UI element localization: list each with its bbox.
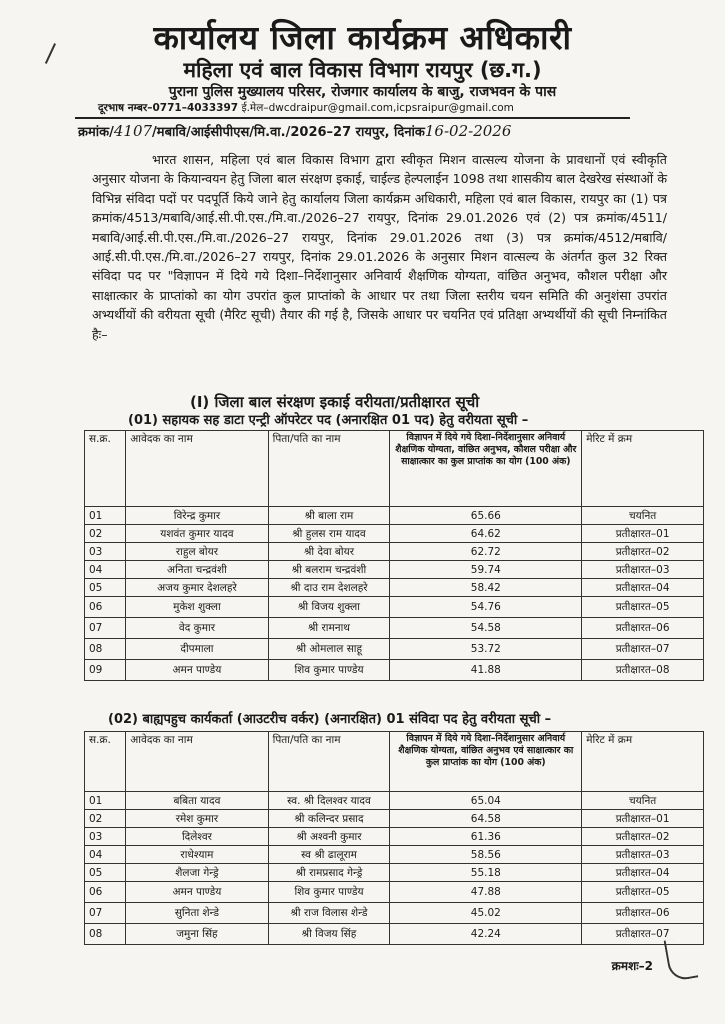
cell-applicant: दीपमाला — [126, 639, 268, 660]
cell-applicant: अनिता चन्द्रवंशी — [126, 561, 268, 579]
cell-total-marks: 45.02 — [390, 903, 582, 924]
cell-merit-rank: प्रतीक्षारत–01 — [582, 810, 704, 828]
table-row — [85, 525, 704, 543]
cell-applicant: शैलजा गेन्ड्रे — [126, 864, 268, 882]
cell-merit-rank: प्रतीक्षारत–06 — [582, 903, 704, 924]
table-row — [85, 903, 704, 924]
col-total-marks: विज्ञापन में दिये गये दिशा–निर्देशानुसार अनिवार्य शैक्षणिक योग्यता, वांछित अनुभव, कौशल परीक्षा और साक्षात्कार का कुल प्राप्तांक का योग (100 अंक) — [390, 431, 582, 507]
cell-sno: 09 — [85, 660, 126, 681]
cell-merit-rank: प्रतीक्षारत–02 — [582, 543, 704, 561]
office-title: कार्यालय जिला कार्यक्रम अधिकारी — [153, 18, 572, 57]
cell-sno: 07 — [85, 903, 126, 924]
cell-merit-rank: प्रतीक्षारत–04 — [582, 864, 704, 882]
cell-father-husband: स्व. श्री दिलश्वर यादव — [268, 792, 390, 810]
cell-father-husband: श्री कलिन्दर प्रसाद — [268, 810, 390, 828]
cell-father-husband: श्री ओमलाल साहू — [268, 639, 390, 660]
cell-father-husband: स्व श्री ढालूराम — [268, 846, 390, 864]
cell-father-husband: श्री विजय शुक्ला — [268, 597, 390, 618]
cell-merit-rank: प्रतीक्षारत–05 — [582, 882, 704, 903]
section-title: (I) जिला बाल संरक्षण इकाई वरीयता/प्रतीक्षारत सूची — [190, 393, 480, 411]
cell-applicant: राधेश्याम — [126, 846, 268, 864]
col-merit-rank: मेरिट में क्रम — [582, 732, 704, 792]
reference-date: 16-02-2026 — [424, 122, 512, 140]
contact-line — [98, 101, 514, 115]
cell-merit-rank: प्रतीक्षारत–03 — [582, 846, 704, 864]
table-row — [85, 507, 704, 525]
table-row — [85, 660, 704, 681]
table-row — [85, 864, 704, 882]
cell-applicant: अमन पाण्डेय — [126, 882, 268, 903]
reference-prefix: क्रमांक/ — [78, 125, 114, 140]
merit-table-2 — [84, 731, 704, 945]
table1-title: (01) सहायक सह डाटा एन्ट्री ऑपरेटर पद (अनारक्षित 01 पद) हेतु वरीयता सूची – — [128, 413, 529, 428]
cell-father-husband: श्री देवा बोयर — [268, 543, 390, 561]
table-row — [85, 639, 704, 660]
cell-applicant: यशवंत कुमार यादव — [126, 525, 268, 543]
cell-father-husband: श्री रामप्रसाद गेन्ड्रे — [268, 864, 390, 882]
reference-suffix: /मबावि/आईसीपीएस/मि.वा./2026–27 रायपुर, दिनांक — [152, 125, 425, 140]
cell-applicant: राहुल बोयर — [126, 543, 268, 561]
table2-title: (02) बाह्यपहुच कार्यकर्ता (आउटरीच वर्कर) (अनारक्षित) 01 संविदा पद हेतु वरीयता सूची – — [108, 712, 552, 727]
cell-total-marks: 54.76 — [390, 597, 582, 618]
cell-applicant: बबिता यादव — [126, 792, 268, 810]
table-row — [85, 543, 704, 561]
cell-father-husband: शिव कुमार पाण्डेय — [268, 882, 390, 903]
cell-sno: 05 — [85, 864, 126, 882]
table-row — [85, 792, 704, 810]
cell-sno: 03 — [85, 828, 126, 846]
cell-total-marks: 47.88 — [390, 882, 582, 903]
cell-sno: 01 — [85, 507, 126, 525]
cell-merit-rank: प्रतीक्षारत–06 — [582, 618, 704, 639]
cell-father-husband: श्री बलराम चन्द्रवंशी — [268, 561, 390, 579]
table-row — [85, 846, 704, 864]
cell-sno: 08 — [85, 639, 126, 660]
col-merit-rank: मेरिट में क्रम — [582, 431, 704, 507]
cell-father-husband: श्री रामनाथ — [268, 618, 390, 639]
cell-merit-rank: प्रतीक्षारत–08 — [582, 660, 704, 681]
cell-sno: 06 — [85, 597, 126, 618]
cell-total-marks: 59.74 — [390, 561, 582, 579]
cell-sno: 07 — [85, 618, 126, 639]
cell-sno: 01 — [85, 792, 126, 810]
cell-total-marks: 54.58 — [390, 618, 582, 639]
col-total-marks: विज्ञापन में दिये गये दिशा–निर्देशानुसार अनिवार्य शैक्षणिक योग्यता, वांछित अनुभव एवं साक्षात्कार का कुल प्राप्तांक का योग (100 अंक) — [390, 732, 582, 792]
cell-sno: 08 — [85, 924, 126, 945]
cell-total-marks: 55.18 — [390, 864, 582, 882]
header-divider — [75, 117, 630, 119]
cell-total-marks: 58.56 — [390, 846, 582, 864]
cell-merit-rank: प्रतीक्षारत–02 — [582, 828, 704, 846]
cell-total-marks: 61.36 — [390, 828, 582, 846]
office-address: पुराना पुलिस मुख्यालय परिसर, रोजगार कार्यालय के बाजु, राजभवन के पास — [168, 84, 557, 100]
cell-father-husband: श्री अश्वनी कुमार — [268, 828, 390, 846]
table-row — [85, 618, 704, 639]
cell-merit-rank: प्रतीक्षारत–04 — [582, 579, 704, 597]
cell-father-husband: श्री हुलस राम यादव — [268, 525, 390, 543]
cell-merit-rank: चयनित — [582, 792, 704, 810]
col-sno: स.क्र. — [85, 732, 126, 792]
cell-total-marks: 53.72 — [390, 639, 582, 660]
body-paragraph: भारत शासन, महिला एवं बाल विकास विभाग द्वारा स्वीकृत मिशन वात्सल्य योजना के प्रावधानों एवं स्वीकृति अनुसार योजना के कियान्वयन हेतु जिला बाल संरक्षण इकाई, चाईल्ड हेल्पलाईन 1098 तथा शासकीय बाल देखरेख संस्थाओं के विभिन्न संविदा पदों पर पदपूर्ति किये जाने हेतु कार्यालय जिला कार्यक्रम अधिकारी, महिला एवं बाल विकास, रायपुर का (1) पत्र क्रमांक/4513/मबावि/आई.सी.पी.एस./मि.वा./2026–27 रायपुर, दिनांक 29.01.2026 एवं (2) पत्र क्रमांक/4511/मबावि/आई.सी.पी.एस./मि.वा./2026–27 रायपुर, दिनांक 29.01.2026 तथा (3) पत्र क्रमांक/4512/मबावि/आई.सी.पी.एस./मि.वा./2026–27 रायपुर, दिनांक 29.01.2026 के अनुसार मिशन वात्सल्य के अंतर्गत कुल 32 रिक्त संविदा पद पर "विज्ञापन में दिये गये दिशा–निर्देशानुसार अनिवार्य शैक्षणिक योग्यता, वांछित अनुभव, कौशल परीक्षा और साक्षात्कार के प्राप्तांको का योग उपरांत कुल प्राप्तांको के आधार पर तथा जिला स्तरीय चयन समिति की अनुशंसा उपरांत अभ्यर्थीयों की वरीयता सूची (मैरिट सूची) तैयार की गई है, जिसके आधार पर चयनित एवं प्रतिक्षा अभ्यर्थीयों की सूची निम्नांकित हैः– — [92, 152, 667, 342]
continued-marker: क्रमशः–2 — [611, 959, 653, 973]
cell-father-husband: श्री बाला राम — [268, 507, 390, 525]
cell-sno: 03 — [85, 543, 126, 561]
table-row — [85, 924, 704, 945]
table-row — [85, 561, 704, 579]
cell-sno: 06 — [85, 882, 126, 903]
table-row — [85, 579, 704, 597]
cell-applicant: मुकेश शुक्ला — [126, 597, 268, 618]
cell-total-marks: 64.58 — [390, 810, 582, 828]
cell-merit-rank: प्रतीक्षारत–07 — [582, 924, 704, 945]
cell-total-marks: 62.72 — [390, 543, 582, 561]
table-row — [85, 810, 704, 828]
table-row — [85, 828, 704, 846]
cell-father-husband: शिव कुमार पाण्डेय — [268, 660, 390, 681]
cell-applicant: अमन पाण्डेय — [126, 660, 268, 681]
cell-applicant: विरेन्द्र कुमार — [126, 507, 268, 525]
cell-total-marks: 64.62 — [390, 525, 582, 543]
cell-total-marks: 58.42 — [390, 579, 582, 597]
cell-total-marks: 65.66 — [390, 507, 582, 525]
cell-sno: 02 — [85, 810, 126, 828]
cell-merit-rank: प्रतीक्षारत–07 — [582, 639, 704, 660]
cell-applicant: अजय कुमार देशलहरे — [126, 579, 268, 597]
department-name: महिला एवं बाल विकास विभाग रायपुर (छ.ग.) — [183, 58, 542, 82]
cell-sno: 04 — [85, 561, 126, 579]
col-sno: स.क्र. — [85, 431, 126, 507]
cell-sno: 04 — [85, 846, 126, 864]
cell-merit-rank: प्रतीक्षारत–01 — [582, 525, 704, 543]
col-father-husband: पिता/पति का नाम — [268, 431, 390, 507]
reference-line — [78, 122, 511, 140]
col-father-husband: पिता/पति का नाम — [268, 732, 390, 792]
cell-sno: 02 — [85, 525, 126, 543]
cell-total-marks: 41.88 — [390, 660, 582, 681]
reference-number: 4107 — [113, 122, 153, 140]
col-applicant: आवेदक का नाम — [126, 732, 268, 792]
cell-total-marks: 65.04 — [390, 792, 582, 810]
cell-applicant: वेद कुमार — [126, 618, 268, 639]
cell-father-husband: श्री राज विलास शेन्डे — [268, 903, 390, 924]
phone-number: दूरभाष नम्बर–0771–4033397 — [98, 102, 239, 114]
cell-merit-rank: प्रतीक्षारत–05 — [582, 597, 704, 618]
cell-applicant: सुनिता शेन्डे — [126, 903, 268, 924]
col-applicant: आवेदक का नाम — [126, 431, 268, 507]
cell-applicant: रमेश कुमार — [126, 810, 268, 828]
cell-applicant: दिलेश्वर — [126, 828, 268, 846]
cell-sno: 05 — [85, 579, 126, 597]
merit-table-1 — [84, 430, 704, 681]
table-row — [85, 597, 704, 618]
cell-applicant: जमुना सिंह — [126, 924, 268, 945]
cell-merit-rank: चयनित — [582, 507, 704, 525]
cell-father-husband: श्री दाउ राम देशलहरे — [268, 579, 390, 597]
cell-total-marks: 42.24 — [390, 924, 582, 945]
table-row — [85, 882, 704, 903]
email-address: ई.मेल–dwcdraipur@gmail.com,icpsraipur@gmail.com — [241, 102, 514, 114]
cell-merit-rank: प्रतीक्षारत–03 — [582, 561, 704, 579]
cell-father-husband: श्री विजय सिंह — [268, 924, 390, 945]
